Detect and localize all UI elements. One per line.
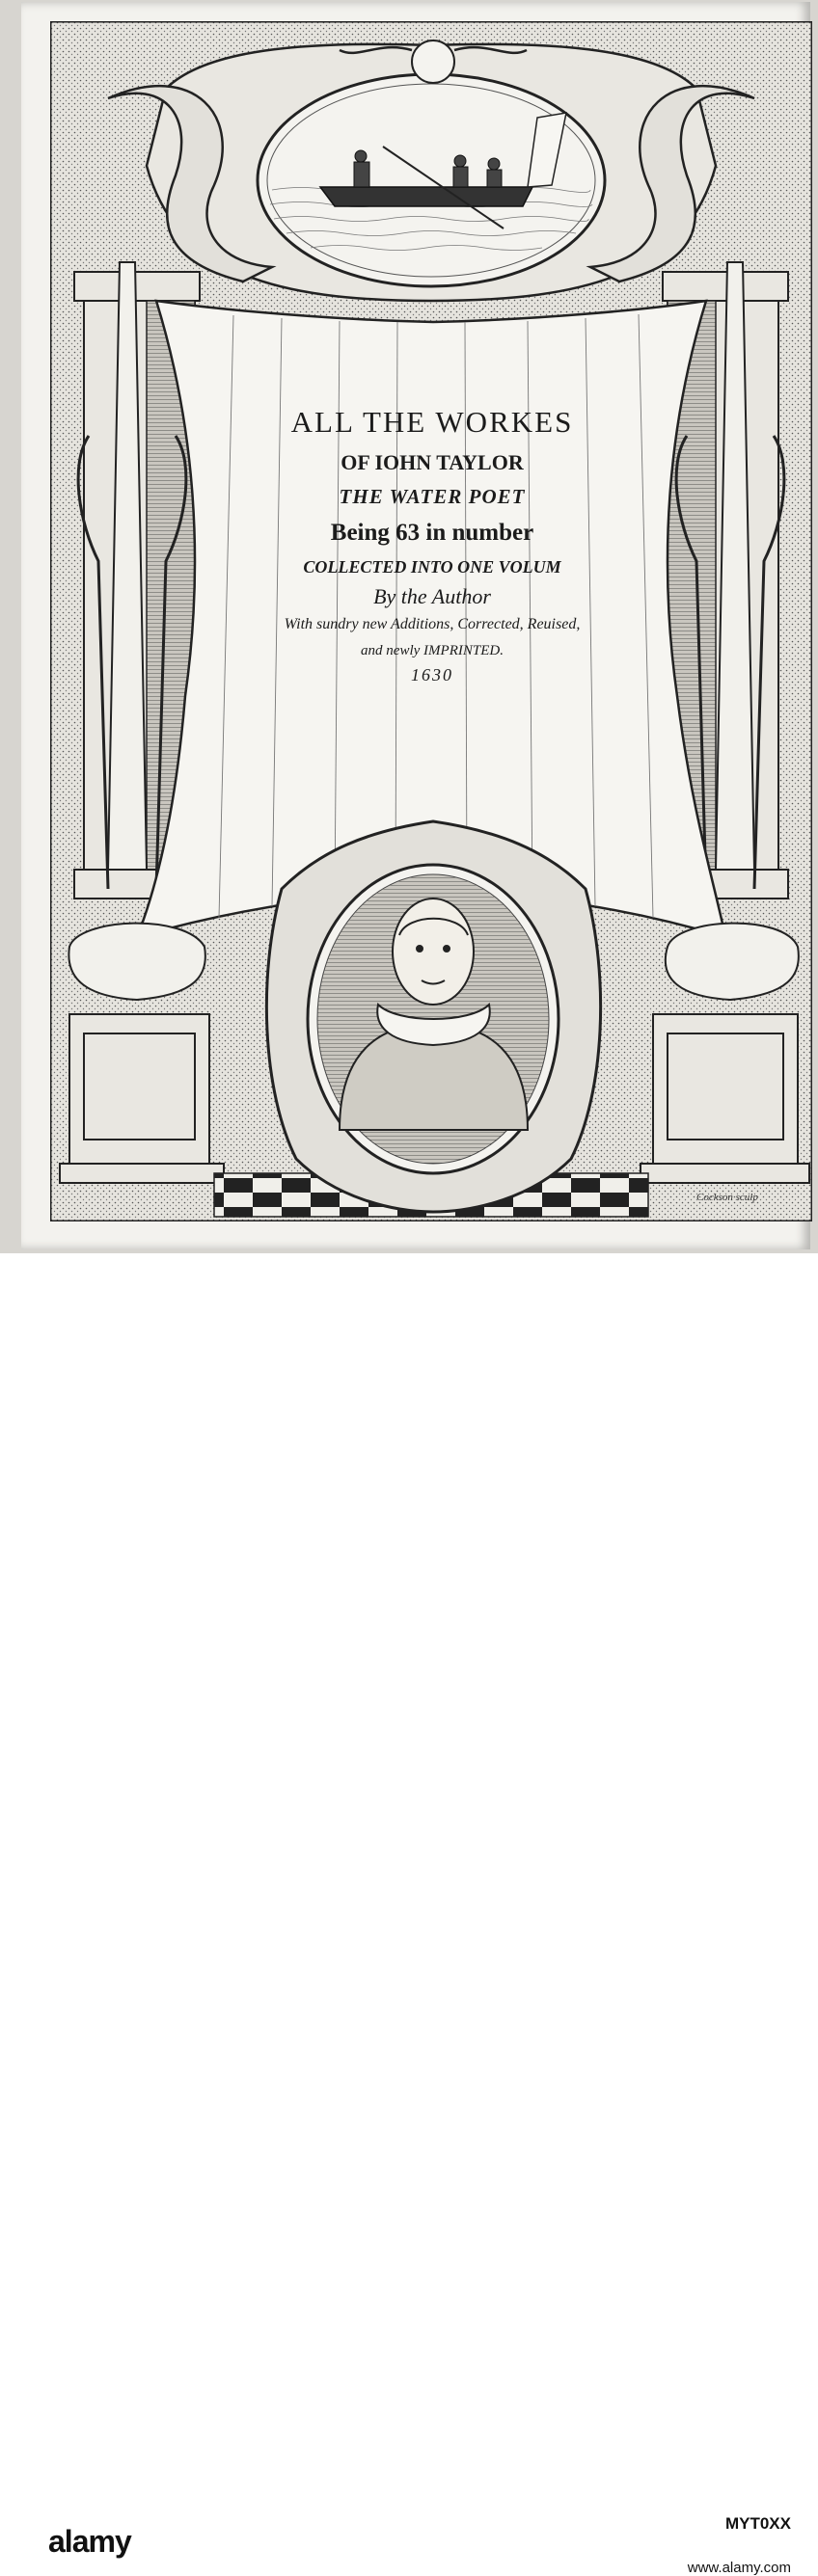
title-line: OF IOHN TAYLOR	[341, 450, 524, 474]
portrait-cartouche	[266, 821, 600, 1212]
title-line: and newly IMPRINTED.	[361, 643, 504, 658]
image-code: MYT0XX	[724, 2514, 791, 2533]
title-line: By the Author	[373, 584, 491, 608]
boat	[320, 187, 532, 206]
title-date: 1630	[411, 665, 453, 684]
site-url: www.alamy.com	[687, 2560, 791, 2576]
cherub-head	[412, 40, 454, 83]
title-line: ALL THE WORKES	[290, 405, 574, 439]
title-line: COLLECTED INTO ONE VOLUM	[303, 557, 561, 577]
photo-background	[0, 0, 818, 1253]
book-page	[21, 2, 810, 1249]
engraver-signature: Cockson sculp	[696, 1192, 758, 1203]
alamy-logo: alamy	[48, 2524, 131, 2559]
title-line: With sundry new Additions, Corrected, Reuised,	[284, 616, 581, 632]
watermark-footer	[0, 1253, 818, 2576]
title-line: THE WATER POET	[339, 485, 526, 508]
title-text	[201, 407, 664, 684]
title-line: Being 63 in number	[330, 520, 534, 546]
